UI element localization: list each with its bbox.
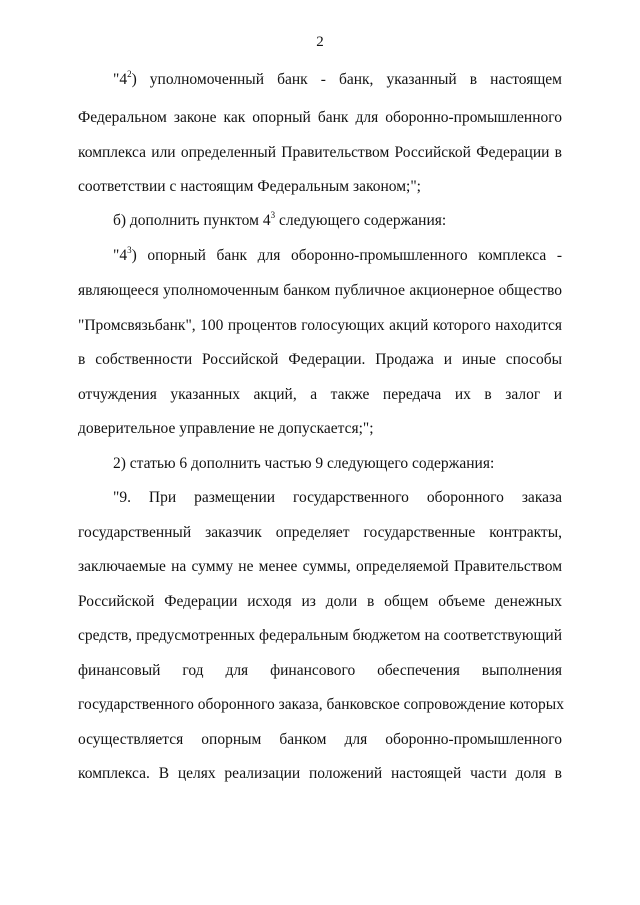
text-line: являющееся уполномоченным банком публичное акционерное общество xyxy=(78,282,562,299)
text-line: финансовый год для финансового обеспечения выполнения xyxy=(78,662,562,679)
text-line: "Промсвязьбанк", 100 процентов голосующих акций которого находится xyxy=(78,317,562,334)
text-line: государственный заказчик определяет государственные контракты, xyxy=(78,524,562,541)
text-line: "9. При размещении государственного оборонного заказа xyxy=(113,489,562,506)
page-number: 2 xyxy=(316,34,324,50)
text-line: 2) статью 6 дополнить частью 9 следующего содержания: xyxy=(113,455,495,472)
text-line: "$4^2$) уполномоченный банк - банк, указанный в настоящем xyxy=(113,68,562,88)
text-line: заключаемые на сумму не менее суммы, определяемой Правительством xyxy=(78,558,562,575)
text-line: средств, предусмотренных федеральным бюджетом на соответствующий xyxy=(78,627,562,644)
text-line: Федеральном законе как опорный банк для оборонно-промышленного xyxy=(78,109,562,126)
text-line: комплекса. В целях реализации положений настоящей части доля в xyxy=(78,765,562,782)
text-line: доверительное управление не допускается;"; xyxy=(78,420,374,437)
text-line: соответствии с настоящим Федеральным законом;"; xyxy=(78,178,421,195)
text-line: Российской Федерации исходя из доли в общем объеме денежных xyxy=(78,593,562,610)
text-line: государственного оборонного заказа, банковское сопровождение которых xyxy=(78,696,564,713)
text-line: в собственности Российской Федерации. Продажа и иные способы xyxy=(78,351,562,368)
text-line: осуществляется опорным банком для оборонно-промышленного xyxy=(78,731,562,748)
text-line: отчуждения указанных акций, а также передача их в залог и xyxy=(78,386,562,403)
text-line: б) дополнить пунктом $4^3$ следующего содержания: xyxy=(113,209,447,229)
text-line: комплекса или определенный Правительством Российской Федерации в xyxy=(78,144,562,161)
text-line: "$4^3$) опорный банк для оборонно-промышленного комплекса - xyxy=(113,244,562,264)
